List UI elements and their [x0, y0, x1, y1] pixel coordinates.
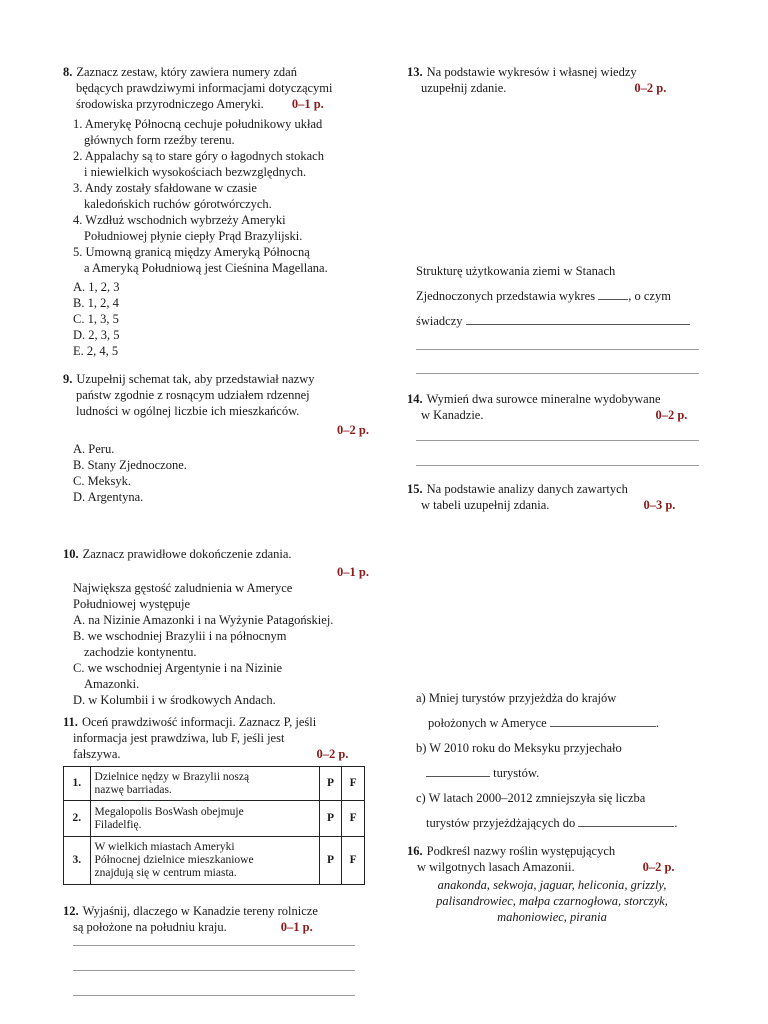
- question-16-text-1: Podkreśl nazwy roślin występujących: [426, 844, 616, 858]
- statement-2: 2. Appalachy są to stare góry o łagodnych stokach: [73, 149, 324, 163]
- true-cell[interactable]: P: [319, 837, 342, 885]
- row-text: Megalopolis BosWash obejmuje Filadelfię.: [90, 801, 319, 837]
- question-15-text-1: Na podstawie analizy danych zawartych: [426, 482, 628, 496]
- statement-1: 1. Amerykę Północną cechuje południkowy układ: [73, 117, 323, 131]
- true-cell[interactable]: P: [319, 801, 342, 837]
- option-b-cont: zachodzie kontynentu.: [84, 645, 197, 659]
- question-14-number: 14.: [407, 392, 423, 406]
- answer-line[interactable]: [416, 349, 699, 350]
- option-c[interactable]: C. 1, 3, 5: [73, 312, 119, 326]
- question-13-number: 13.: [407, 65, 423, 79]
- question-8-options: [63, 279, 383, 359]
- table-row: [64, 801, 365, 837]
- option-a[interactable]: A. 1, 2, 3: [73, 280, 120, 294]
- plant-list-line-3[interactable]: mahoniowiec, pirania: [497, 910, 607, 924]
- option-a[interactable]: A. na Nizinie Amazonki i na Wyżynie Patagońskiej.: [73, 613, 334, 627]
- question-15: [407, 481, 707, 513]
- question-15-points: 0–3 p.: [643, 498, 676, 512]
- question-12-text-2: są położone na południu kraju.: [73, 920, 227, 934]
- true-false-table: [63, 766, 365, 885]
- question-12-text-1: Wyjaśnij, dlaczego w Kanadzie tereny rolnicze: [82, 904, 318, 918]
- question-14-text-1: Wymień dwa surowce mineralne wydobywane: [426, 392, 661, 406]
- option-c[interactable]: C. we wschodniej Argentynie i na Nizinie: [73, 661, 283, 675]
- sentence-line-1: Strukturę użytkowania ziemi w Stanach: [416, 264, 616, 278]
- question-9: [63, 371, 383, 505]
- plant-list-line-2[interactable]: palisandrowiec, małpa czarnogłowa, storczyk,: [436, 894, 668, 908]
- table-row: [64, 837, 365, 885]
- question-10-points: 0–1 p.: [337, 565, 369, 579]
- sentence-b-line-1: b) W 2010 roku do Meksyku przyjechało: [416, 741, 622, 755]
- sentence-c-line-1: c) W latach 2000–2012 zmniejszyła się liczba: [416, 791, 646, 805]
- row-number: 3.: [64, 837, 91, 885]
- false-cell[interactable]: F: [342, 767, 365, 801]
- question-13-text-1: Na podstawie wykresów i własnej wiedzy: [426, 65, 637, 79]
- question-9-number: 9.: [63, 372, 73, 386]
- statement-3-cont: kaledońskich ruchów górotwórczych.: [84, 197, 272, 211]
- option-d[interactable]: D. Argentyna.: [73, 490, 144, 504]
- plant-list-line-1[interactable]: anakonda, sekwoja, jaguar, heliconia, grizzly,: [437, 878, 667, 892]
- question-13-text-2: uzupełnij zdanie.: [421, 81, 507, 95]
- question-9-text-1: Uzupełnij schemat tak, aby przedstawiał nazwy: [76, 372, 315, 386]
- row-number: 1.: [64, 767, 91, 801]
- question-10-stem-1: Największa gęstość zaludnienia w Ameryce: [73, 581, 293, 595]
- question-12-number: 12.: [63, 904, 79, 918]
- statement-4-cont: Południowej płynie ciepły Prąd Brazylijski.: [84, 229, 303, 243]
- table-row: [64, 767, 365, 801]
- question-11-text-3: fałszywa.: [73, 747, 121, 761]
- row-number: 2.: [64, 801, 91, 837]
- answer-line[interactable]: [416, 465, 699, 466]
- option-c[interactable]: C. Meksyk.: [73, 474, 131, 488]
- question-11-text-2: informacja jest prawdziwa, lub F, jeśli jest: [73, 731, 285, 745]
- false-cell[interactable]: F: [342, 801, 365, 837]
- answer-line[interactable]: [416, 373, 699, 374]
- statement-5-cont: a Ameryką Południową jest Cieśnina Magellana.: [84, 261, 328, 275]
- row-text: W wielkich miastach Ameryki Północnej dzielnice mieszkaniowe znajdują się w centrum miasta.: [90, 837, 319, 885]
- question-14: [407, 391, 707, 423]
- option-e[interactable]: E. 2, 4, 5: [73, 344, 119, 358]
- option-b[interactable]: B. 1, 2, 4: [73, 296, 119, 310]
- question-12: [63, 903, 383, 935]
- option-a[interactable]: A. Peru.: [73, 442, 115, 456]
- question-16-points: 0–2 p.: [642, 860, 675, 874]
- answer-line[interactable]: [73, 945, 355, 946]
- question-16: [407, 843, 707, 925]
- question-10: [63, 546, 383, 708]
- question-8-text-2: będących prawdziwymi informacjami dotyczącymi: [76, 81, 333, 95]
- option-d[interactable]: D. 2, 3, 5: [73, 328, 120, 342]
- question-13-sentence: Strukturę użytkowania ziemi w Stanach Zjednoczonych przedstawia wykres , o czym świadczy: [416, 263, 706, 329]
- plant-list[interactable]: [407, 877, 707, 925]
- answer-line[interactable]: [73, 995, 355, 996]
- question-13-points: 0–2 p.: [634, 81, 667, 95]
- question-8-text-3: środowiska przyrodniczego Ameryki.: [76, 97, 264, 111]
- question-8-number: 8.: [63, 65, 73, 79]
- statement-3: 3. Andy zostały sfałdowane w czasie: [73, 181, 257, 195]
- question-11-number: 11.: [63, 715, 78, 729]
- question-11-points: 0–2 p.: [316, 747, 349, 761]
- question-16-text-2: w wilgotnych lasach Amazonii.: [417, 860, 575, 874]
- chart-answer-blank[interactable]: [598, 299, 628, 300]
- question-15-sentences: a) Mniej turystów przyjeżdża do krajów położonych w Ameryce . b) W 2010 roku do Meksyku przyjechało turystów. c) W latach 2000–2012 zmniejszyła się liczba turystów przyjeżdżających do .: [416, 690, 706, 831]
- question-16-number: 16.: [407, 844, 423, 858]
- question-9-points: 0–2 p.: [337, 423, 369, 437]
- statement-4: 4. Wzdłuż wschodnich wybrzeży Ameryki: [73, 213, 286, 227]
- answer-line[interactable]: [416, 440, 699, 441]
- question-14-text-2: w Kanadzie.: [421, 408, 484, 422]
- question-10-stem-2: Południowej występuje: [73, 597, 191, 611]
- row-text: Dzielnice nędzy w Brazylii noszą nazwę barriadas.: [90, 767, 319, 801]
- option-b[interactable]: B. we wschodniej Brazylii i na północnym: [73, 629, 287, 643]
- question-10-number: 10.: [63, 547, 79, 561]
- question-13: [407, 64, 707, 96]
- question-9-text-2: państw zgodnie z rosnącym udziałem rdzennej: [76, 388, 310, 402]
- question-15-number: 15.: [407, 482, 423, 496]
- answer-a-blank[interactable]: [550, 726, 656, 727]
- statement-2-cont: i niewielkich wysokościach bezwzględnych.: [84, 165, 307, 179]
- question-8-statements: [63, 116, 383, 276]
- false-cell[interactable]: F: [342, 837, 365, 885]
- answer-line[interactable]: [73, 970, 355, 971]
- question-8-points: 0–1 p.: [291, 97, 324, 111]
- statement-5: 5. Umowną granicą między Ameryką Północną: [73, 245, 310, 259]
- option-b[interactable]: B. Stany Zjednoczone.: [73, 458, 187, 472]
- question-8: [63, 64, 383, 359]
- question-8-text-1: Zaznacz zestaw, który zawiera numery zdań: [76, 65, 297, 79]
- question-10-text: Zaznacz prawidłowe dokończenie zdania.: [82, 547, 292, 561]
- sentence-a-line-1: a) Mniej turystów przyjeżdża do krajów: [416, 691, 617, 705]
- question-12-points: 0–1 p.: [280, 920, 313, 934]
- reason-answer-blank[interactable]: [466, 324, 690, 325]
- true-cell[interactable]: P: [319, 767, 342, 801]
- answer-c-blank[interactable]: [578, 826, 674, 827]
- question-15-text-2: w tabeli uzupełnij zdania.: [421, 498, 550, 512]
- question-11: [63, 714, 383, 762]
- statement-1-cont: głównych form rzeźby terenu.: [84, 133, 235, 147]
- option-c-cont: Amazonki.: [84, 677, 140, 691]
- question-14-points: 0–2 p.: [655, 408, 688, 422]
- option-d[interactable]: D. w Kolumbii i w środkowych Andach.: [73, 693, 276, 707]
- question-9-text-3: ludności w ogólnej liczbie ich mieszkańców.: [76, 404, 300, 418]
- question-11-text-1: Oceń prawdziwość informacji. Zaznacz P, jeśli: [81, 715, 317, 729]
- answer-b-blank[interactable]: [426, 776, 490, 777]
